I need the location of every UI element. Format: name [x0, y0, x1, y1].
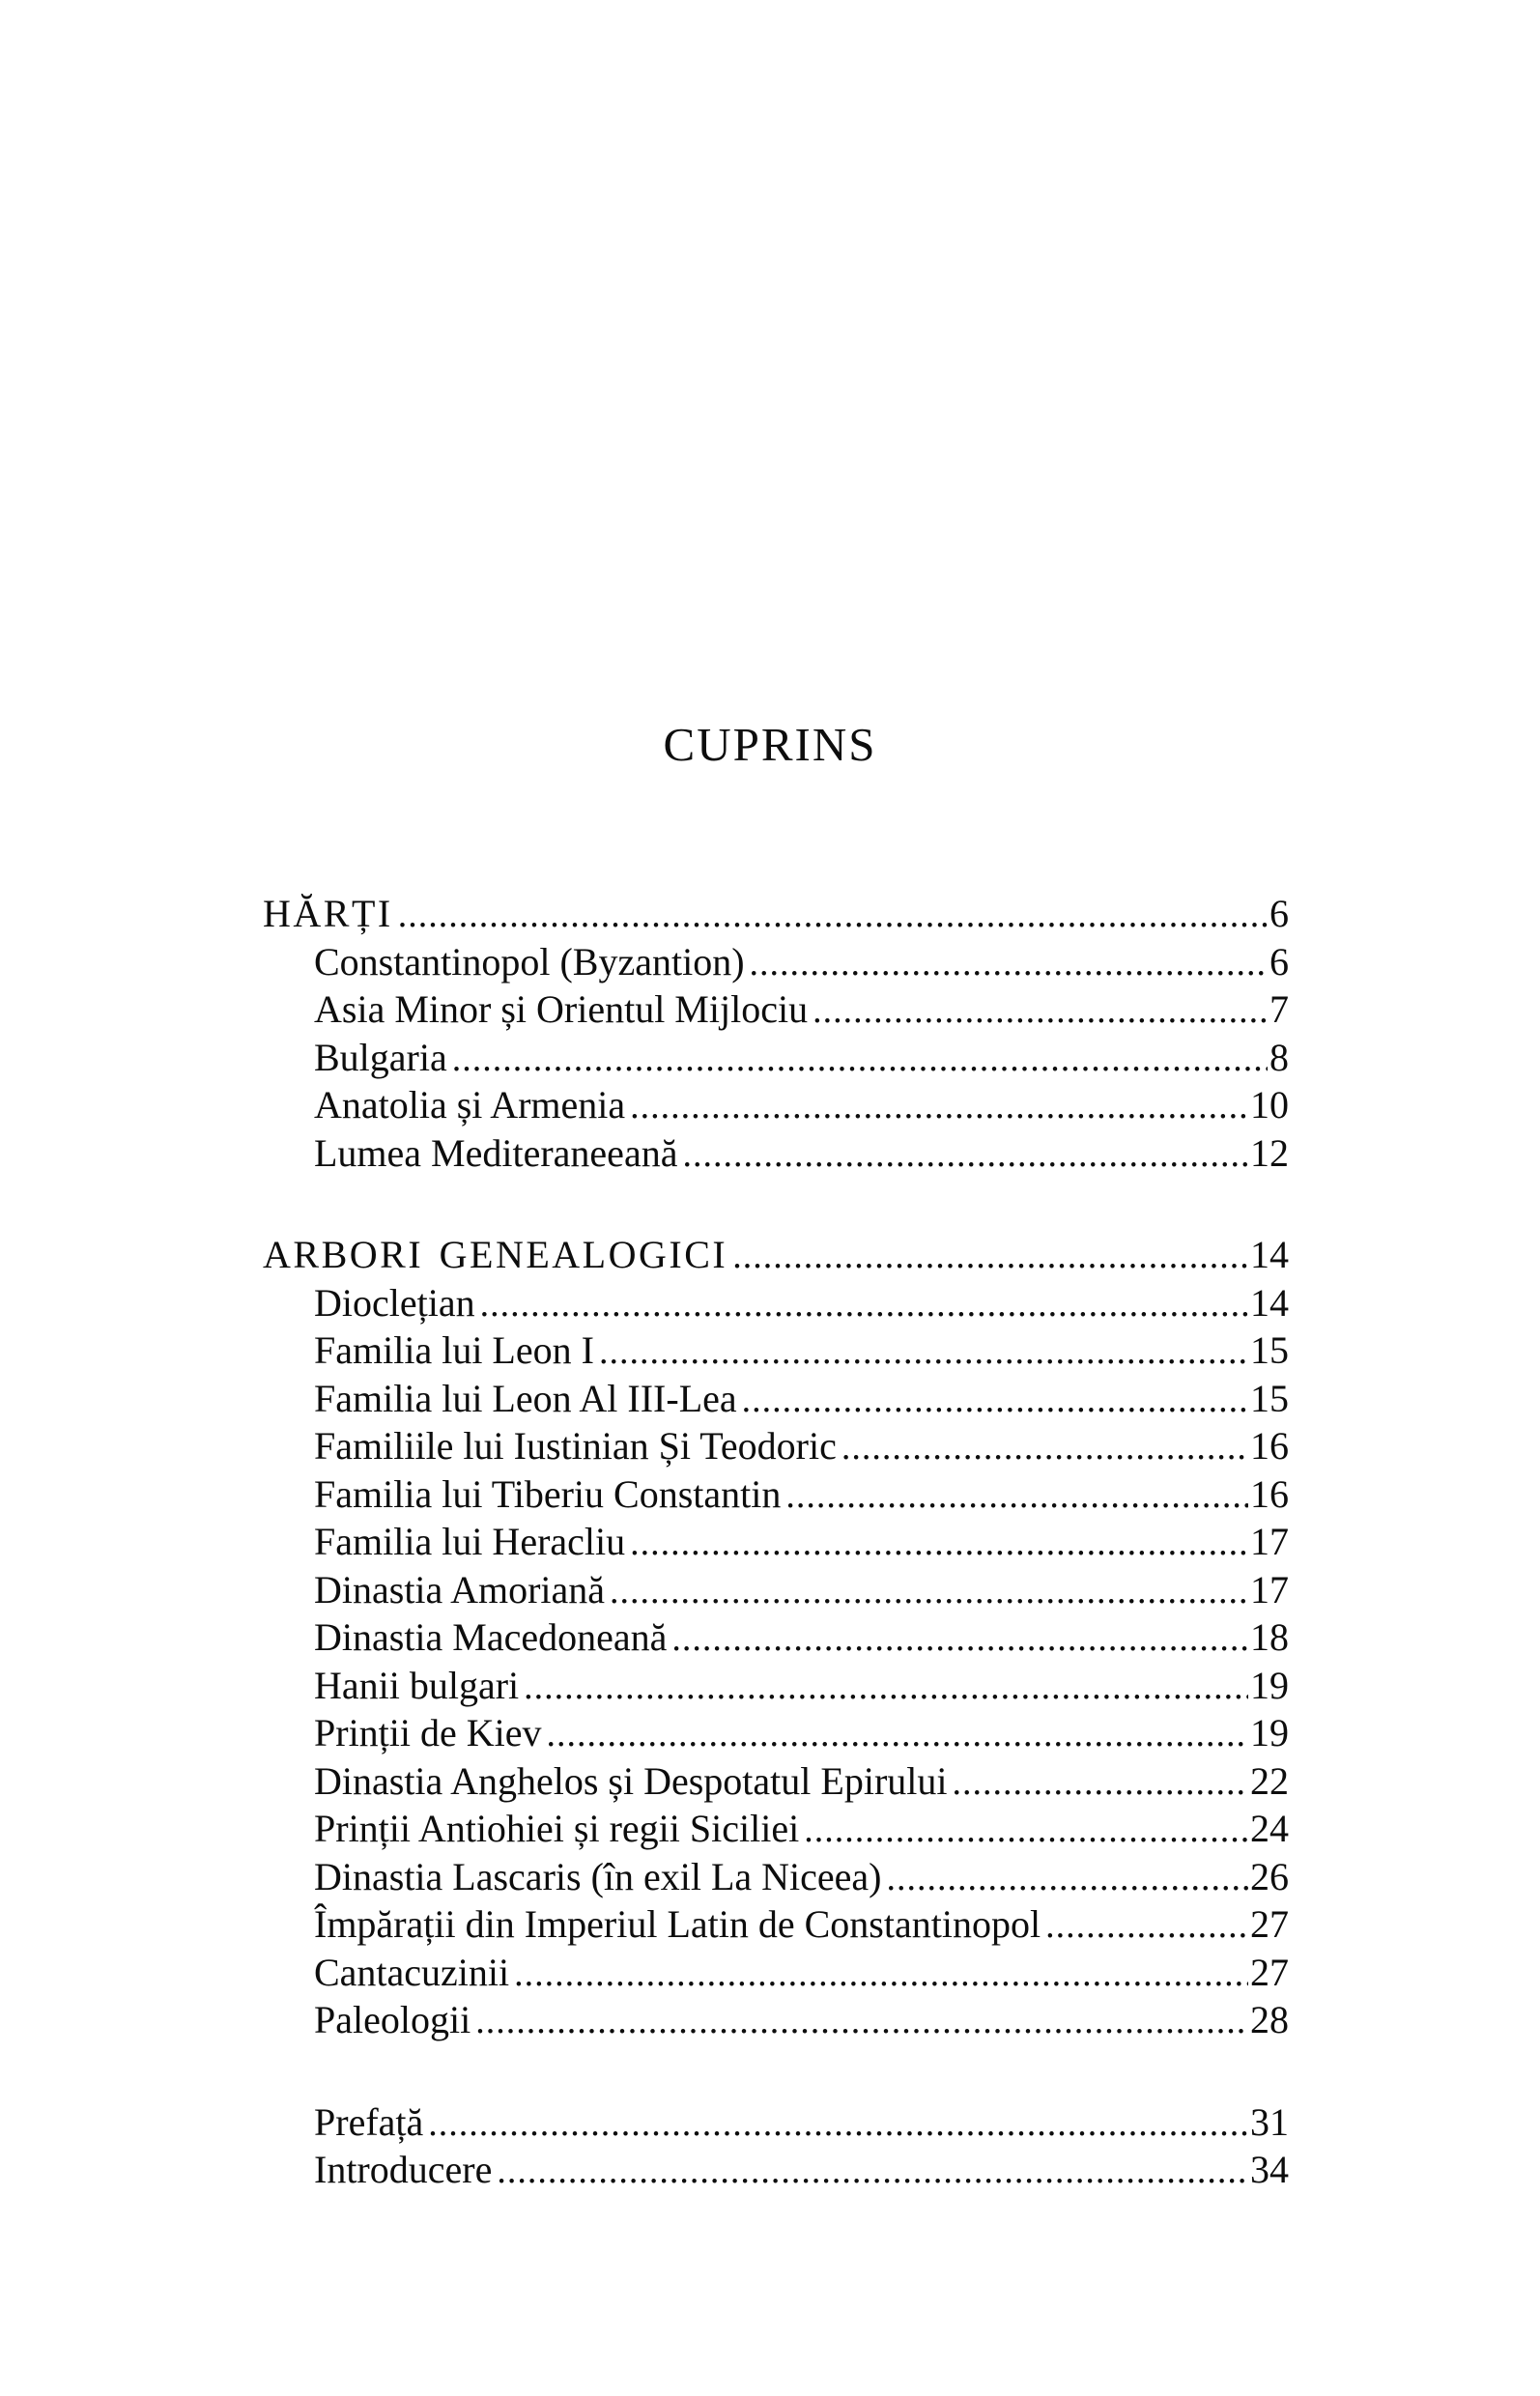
- toc-item-label: Familia lui Tiberiu Constantin: [314, 1471, 782, 1516]
- toc-item-page-number: 19: [1250, 1711, 1289, 1754]
- toc-item-page-number: 17: [1250, 1520, 1289, 1563]
- toc-item-label: Împărații din Imperiul Latin de Constantinopol: [314, 1902, 1041, 1946]
- dot-leader: [887, 1856, 1249, 1902]
- toc-item-label: Anatolia și Armenia: [314, 1083, 626, 1127]
- toc-item-page-number: 26: [1250, 1854, 1289, 1898]
- toc-item-label: Lumea Mediteraneeană: [314, 1130, 678, 1175]
- toc-item-page-number: 22: [1250, 1758, 1289, 1803]
- dot-leader: [524, 1665, 1248, 1711]
- toc-item-page-number: 15: [1250, 1328, 1289, 1372]
- toc-item-page-number: 18: [1250, 1615, 1289, 1659]
- toc-item: [263, 986, 1289, 1035]
- toc-item-page-number: 17: [1250, 1567, 1289, 1612]
- dot-leader: [452, 1037, 1268, 1083]
- toc-item: [263, 1997, 1289, 2045]
- toc-item-label: Prinții Antiohiei și regii Siciliei: [314, 1807, 800, 1850]
- toc-item: [263, 1082, 1289, 1130]
- toc-item-page-number: 14: [1250, 1280, 1289, 1325]
- dot-leader: [547, 1712, 1248, 1758]
- toc-item-page-number: 16: [1250, 1424, 1289, 1468]
- toc-item-label: Dinastia Anghelos și Despotatul Epirului: [314, 1758, 948, 1803]
- toc-item-label: Familia lui Leon Al III-Lea: [314, 1376, 737, 1420]
- dot-leader: [750, 941, 1268, 987]
- table-of-contents: [263, 891, 1289, 2195]
- toc-item-label: Constantinopol (Byzantion): [314, 939, 745, 984]
- dot-leader: [785, 1473, 1248, 1520]
- dot-leader: [630, 1084, 1248, 1130]
- toc-item-page-number: 19: [1250, 1663, 1289, 1707]
- dot-leader: [599, 1329, 1248, 1376]
- dot-leader: [630, 1521, 1248, 1567]
- dot-leader: [398, 893, 1268, 939]
- toc-item: [263, 1710, 1289, 1758]
- toc-item-page-number: 27: [1250, 1902, 1289, 1946]
- dot-leader: [428, 2101, 1248, 2148]
- toc-item-page-number: 8: [1269, 1035, 1289, 1079]
- dot-leader: [742, 1378, 1248, 1424]
- dot-leader: [953, 1760, 1249, 1807]
- toc-section-page-number: 6: [1269, 892, 1289, 935]
- toc-item-label: Bulgaria: [314, 1035, 447, 1079]
- toc-item-label: Dinastia Amoriană: [314, 1567, 606, 1612]
- toc-item-page-number: 24: [1250, 1807, 1289, 1850]
- dot-leader: [813, 988, 1268, 1035]
- dot-leader: [610, 1569, 1248, 1615]
- toc-item-label: Dioclețian: [314, 1280, 475, 1325]
- toc-section-page-number: 14: [1250, 1233, 1289, 1276]
- toc-item: [263, 1471, 1289, 1520]
- dot-leader: [671, 1616, 1248, 1663]
- toc-item-page-number: 15: [1250, 1376, 1289, 1420]
- toc-item: [263, 1663, 1289, 1711]
- toc-item-label: Prinții de Kiev: [314, 1711, 542, 1754]
- page-title: CUPRINS: [663, 718, 877, 771]
- toc-section-heading: [263, 1232, 1289, 1280]
- toc-item-label: Prefață: [314, 2099, 424, 2144]
- toc-item-label: Familiile lui Iustinian Și Teodoric: [314, 1424, 837, 1468]
- dot-leader: [480, 1282, 1248, 1328]
- toc-item-label: Asia Minor și Orientul Mijlociu: [314, 987, 809, 1031]
- toc-item: [263, 1423, 1289, 1471]
- toc-item: [263, 2099, 1289, 2148]
- toc-item-page-number: 31: [1250, 2099, 1289, 2144]
- toc-item-page-number: 10: [1250, 1083, 1289, 1127]
- toc-item-label: Hanii bulgari: [314, 1663, 520, 1707]
- toc-item: [263, 1327, 1289, 1376]
- toc-item-page-number: 34: [1250, 2148, 1289, 2191]
- toc-item: [263, 2147, 1289, 2195]
- toc-item: [263, 1130, 1289, 1179]
- toc-item: [263, 1035, 1289, 1083]
- dot-leader: [475, 1999, 1248, 2045]
- dot-leader: [682, 1132, 1248, 1179]
- toc-item: [263, 1567, 1289, 1615]
- toc-item-label: Paleologii: [314, 1998, 471, 2041]
- toc-item-page-number: 16: [1250, 1471, 1289, 1516]
- toc-item-page-number: 28: [1250, 1998, 1289, 2041]
- toc-item-label: Dinastia Macedoneană: [314, 1615, 668, 1659]
- dot-leader: [497, 2149, 1248, 2195]
- dot-leader: [841, 1425, 1248, 1471]
- toc-item-page-number: 12: [1250, 1130, 1289, 1175]
- toc-item: [263, 1854, 1289, 1902]
- toc-item-page-number: 6: [1269, 939, 1289, 984]
- toc-section-label: HĂRȚI: [263, 892, 393, 935]
- toc-item: [263, 1950, 1289, 1998]
- toc-item-label: Familia lui Heracliu: [314, 1520, 626, 1563]
- toc-item: [263, 1614, 1289, 1663]
- dot-leader: [804, 1808, 1248, 1854]
- toc-item: [263, 1519, 1289, 1567]
- toc-item-page-number: 7: [1269, 987, 1289, 1031]
- dot-leader: [732, 1234, 1248, 1280]
- toc-item: [263, 1901, 1289, 1950]
- dot-leader: [1045, 1903, 1248, 1950]
- toc-section-label: ARBORI GENEALOGICI: [263, 1233, 728, 1276]
- toc-item: [263, 1758, 1289, 1807]
- toc-item-label: Introducere: [314, 2148, 493, 2191]
- dot-leader: [514, 1952, 1248, 1998]
- toc-item-label: Cantacuzinii: [314, 1950, 510, 1994]
- toc-section-heading: [263, 891, 1289, 939]
- toc-item: [263, 939, 1289, 987]
- toc-item: [263, 1376, 1289, 1424]
- toc-item-label: Dinastia Lascaris (în exil La Niceea): [314, 1854, 882, 1898]
- toc-item: [263, 1806, 1289, 1854]
- toc-item-page-number: 27: [1250, 1950, 1289, 1994]
- toc-item: [263, 1280, 1289, 1328]
- toc-item-label: Familia lui Leon I: [314, 1328, 594, 1372]
